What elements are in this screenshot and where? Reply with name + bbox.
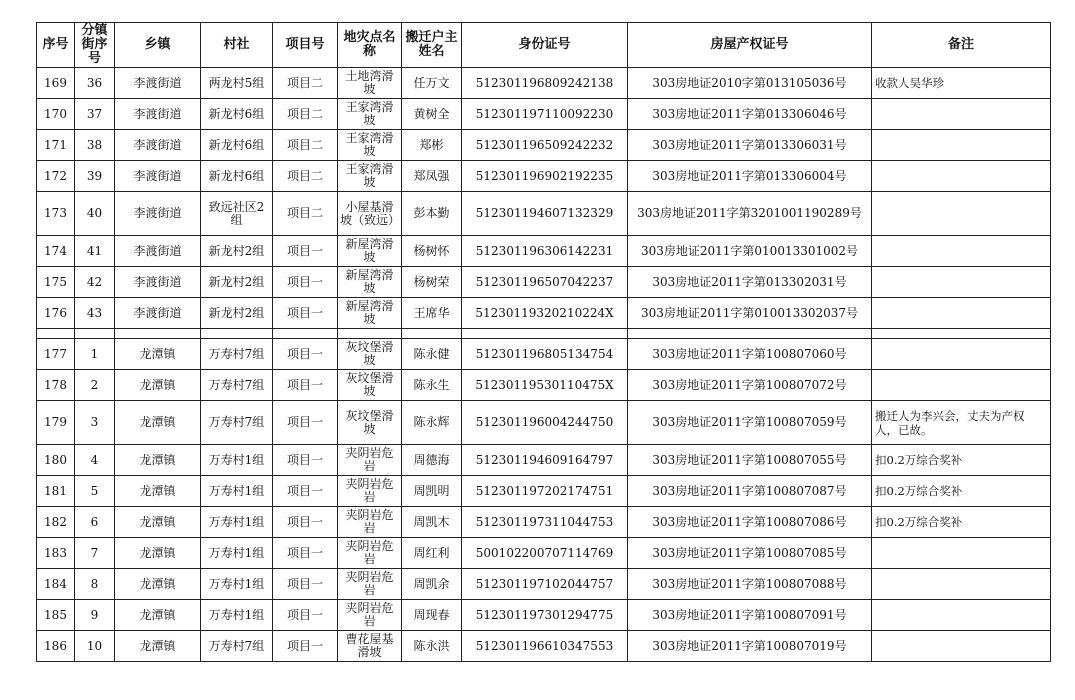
row-project: 项目二 <box>273 161 338 192</box>
row-remarks <box>872 236 1051 267</box>
row-site: 夹阴岩危岩 <box>338 445 402 476</box>
row-site: 灰坟堡滑坡 <box>338 339 402 370</box>
row-id-number: 500102200707114769 <box>462 538 628 569</box>
empty-cell <box>402 329 462 339</box>
table-row <box>37 445 1051 476</box>
row-village: 万寿村1组 <box>201 569 273 600</box>
row-site: 夹阴岩危岩 <box>338 538 402 569</box>
table-row <box>37 476 1051 507</box>
row-id-number: 512301196004244750 <box>462 401 628 445</box>
row-sub-no: 8 <box>75 569 115 600</box>
row-no: 174 <box>37 236 75 267</box>
row-remarks: 扣0.2万综合奖补 <box>872 445 1051 476</box>
row-town: 李渡街道 <box>115 267 201 298</box>
row-property-cert: 303房地证2011字第013302031号 <box>628 267 872 298</box>
row-project: 项目一 <box>273 507 338 538</box>
row-town: 李渡街道 <box>115 298 201 329</box>
row-no: 169 <box>37 68 75 99</box>
header-project: 项目号 <box>273 23 338 68</box>
row-property-cert: 303房地证2011字第100807087号 <box>628 476 872 507</box>
row-property-cert: 303房地证2011字第100807059号 <box>628 401 872 445</box>
row-property-cert: 303房地证2011字第013306004号 <box>628 161 872 192</box>
row-town: 龙潭镇 <box>115 631 201 662</box>
row-village: 万寿村7组 <box>201 370 273 401</box>
empty-cell <box>37 329 75 339</box>
row-remarks <box>872 130 1051 161</box>
row-project: 项目一 <box>273 267 338 298</box>
empty-cell <box>115 329 201 339</box>
row-project: 项目一 <box>273 445 338 476</box>
row-sub-no: 43 <box>75 298 115 329</box>
row-site: 小屋基滑坡（致远） <box>338 192 402 236</box>
row-town: 李渡街道 <box>115 130 201 161</box>
table-row <box>37 370 1051 401</box>
row-sub-no: 3 <box>75 401 115 445</box>
row-sub-no: 42 <box>75 267 115 298</box>
row-property-cert: 303房地证2011字第100807091号 <box>628 600 872 631</box>
row-property-cert: 303房地证2010字第013105036号 <box>628 68 872 99</box>
row-village: 万寿村1组 <box>201 476 273 507</box>
row-site: 新屋湾滑坡 <box>338 236 402 267</box>
row-sub-no: 1 <box>75 339 115 370</box>
row-owner: 杨树荣 <box>402 267 462 298</box>
row-no: 179 <box>37 401 75 445</box>
row-property-cert: 303房地证2011字第100807086号 <box>628 507 872 538</box>
row-no: 176 <box>37 298 75 329</box>
row-property-cert: 303房地证2011字第100807072号 <box>628 370 872 401</box>
row-no: 183 <box>37 538 75 569</box>
row-project: 项目二 <box>273 192 338 236</box>
row-property-cert: 303房地证2011字第100807088号 <box>628 569 872 600</box>
row-village: 新龙村2组 <box>201 267 273 298</box>
row-no: 186 <box>37 631 75 662</box>
header-owner: 搬迁户主姓名 <box>402 23 462 68</box>
row-town: 龙潭镇 <box>115 370 201 401</box>
row-site: 夹阴岩危岩 <box>338 569 402 600</box>
row-owner: 周凯明 <box>402 476 462 507</box>
table-row <box>37 298 1051 329</box>
row-sub-no: 9 <box>75 600 115 631</box>
row-remarks: 搬迁人为李兴会，丈夫为产权人，已故。 <box>872 401 1051 445</box>
row-sub-no: 10 <box>75 631 115 662</box>
row-owner: 周现春 <box>402 600 462 631</box>
row-owner: 周红利 <box>402 538 462 569</box>
row-sub-no: 2 <box>75 370 115 401</box>
row-sub-no: 39 <box>75 161 115 192</box>
row-project: 项目一 <box>273 236 338 267</box>
relocation-table-sheet <box>36 22 1051 662</box>
row-project: 项目一 <box>273 401 338 445</box>
row-owner: 王席华 <box>402 298 462 329</box>
row-property-cert: 303房地证2011字第100807055号 <box>628 445 872 476</box>
row-site: 夹阴岩危岩 <box>338 600 402 631</box>
row-village: 万寿村1组 <box>201 507 273 538</box>
row-remarks <box>872 339 1051 370</box>
row-owner: 杨树怀 <box>402 236 462 267</box>
row-village: 万寿村7组 <box>201 401 273 445</box>
row-id-number: 51230119320210224X <box>462 298 628 329</box>
row-remarks <box>872 267 1051 298</box>
row-sub-no: 6 <box>75 507 115 538</box>
row-site: 灰坟堡滑坡 <box>338 370 402 401</box>
row-id-number: 512301196809242138 <box>462 68 628 99</box>
row-village: 万寿村1组 <box>201 600 273 631</box>
row-town: 李渡街道 <box>115 99 201 130</box>
empty-cell <box>201 329 273 339</box>
row-remarks <box>872 631 1051 662</box>
header-id-number: 身份证号 <box>462 23 628 68</box>
relocation-table <box>36 22 1051 662</box>
row-property-cert: 303房地证2011字第010013301002号 <box>628 236 872 267</box>
row-id-number: 512301196610347553 <box>462 631 628 662</box>
row-project: 项目一 <box>273 476 338 507</box>
row-no: 172 <box>37 161 75 192</box>
row-town: 龙潭镇 <box>115 538 201 569</box>
empty-cell <box>628 329 872 339</box>
row-owner: 彭本勤 <box>402 192 462 236</box>
row-village: 万寿村7组 <box>201 631 273 662</box>
row-no: 177 <box>37 339 75 370</box>
row-remarks <box>872 600 1051 631</box>
header-sub-no: 分镇街序号 <box>75 23 115 68</box>
row-sub-no: 36 <box>75 68 115 99</box>
row-no: 175 <box>37 267 75 298</box>
row-project: 项目二 <box>273 68 338 99</box>
row-owner: 陈永健 <box>402 339 462 370</box>
row-property-cert: 303房地证2011字第013306031号 <box>628 130 872 161</box>
table-row <box>37 99 1051 130</box>
row-town: 龙潭镇 <box>115 476 201 507</box>
row-id-number: 512301194607132329 <box>462 192 628 236</box>
row-site: 王家湾滑坡 <box>338 161 402 192</box>
row-owner: 周德海 <box>402 445 462 476</box>
header-site: 地灾点名称 <box>338 23 402 68</box>
row-property-cert: 303房地证2011字第100807060号 <box>628 339 872 370</box>
table-row <box>37 192 1051 236</box>
row-id-number: 512301196805134754 <box>462 339 628 370</box>
row-town: 李渡街道 <box>115 161 201 192</box>
row-town: 龙潭镇 <box>115 339 201 370</box>
row-no: 171 <box>37 130 75 161</box>
row-sub-no: 40 <box>75 192 115 236</box>
separator-row <box>37 329 1051 339</box>
row-site: 王家湾滑坡 <box>338 99 402 130</box>
empty-cell <box>75 329 115 339</box>
row-owner: 陈永洪 <box>402 631 462 662</box>
row-id-number: 512301196306142231 <box>462 236 628 267</box>
row-village: 新龙村6组 <box>201 130 273 161</box>
row-site: 夹阴岩危岩 <box>338 476 402 507</box>
row-id-number: 512301197311044753 <box>462 507 628 538</box>
row-remarks <box>872 192 1051 236</box>
row-sub-no: 38 <box>75 130 115 161</box>
row-no: 182 <box>37 507 75 538</box>
row-town: 龙潭镇 <box>115 569 201 600</box>
row-village: 新龙村6组 <box>201 161 273 192</box>
row-id-number: 512301197301294775 <box>462 600 628 631</box>
table-row <box>37 68 1051 99</box>
row-owner: 周凯余 <box>402 569 462 600</box>
row-town: 龙潭镇 <box>115 445 201 476</box>
row-id-number: 512301197202174751 <box>462 476 628 507</box>
table-row <box>37 401 1051 445</box>
table-row <box>37 631 1051 662</box>
row-town: 李渡街道 <box>115 68 201 99</box>
table-row <box>37 538 1051 569</box>
row-owner: 黄树全 <box>402 99 462 130</box>
row-id-number: 51230119530110475X <box>462 370 628 401</box>
row-project: 项目一 <box>273 600 338 631</box>
row-village: 新龙村2组 <box>201 298 273 329</box>
row-no: 180 <box>37 445 75 476</box>
row-site: 灰坟堡滑坡 <box>338 401 402 445</box>
row-no: 170 <box>37 99 75 130</box>
row-village: 两龙村5组 <box>201 68 273 99</box>
row-site: 王家湾滑坡 <box>338 130 402 161</box>
row-owner: 周凯木 <box>402 507 462 538</box>
row-site: 夹阴岩危岩 <box>338 507 402 538</box>
row-remarks: 扣0.2万综合奖补 <box>872 476 1051 507</box>
header-town: 乡镇 <box>115 23 201 68</box>
row-village: 新龙村2组 <box>201 236 273 267</box>
row-project: 项目二 <box>273 99 338 130</box>
row-property-cert: 303房地证2011字第100807019号 <box>628 631 872 662</box>
table-body <box>37 68 1051 662</box>
row-sub-no: 5 <box>75 476 115 507</box>
row-id-number: 512301196509242232 <box>462 130 628 161</box>
row-village: 万寿村7组 <box>201 339 273 370</box>
row-village: 新龙村6组 <box>201 99 273 130</box>
row-no: 185 <box>37 600 75 631</box>
row-owner: 郑凤强 <box>402 161 462 192</box>
row-village: 万寿村1组 <box>201 445 273 476</box>
empty-cell <box>462 329 628 339</box>
row-project: 项目一 <box>273 298 338 329</box>
row-owner: 陈永生 <box>402 370 462 401</box>
row-property-cert: 303房地证2011字第013306046号 <box>628 99 872 130</box>
empty-cell <box>338 329 402 339</box>
header-village: 村社 <box>201 23 273 68</box>
row-sub-no: 7 <box>75 538 115 569</box>
row-remarks: 收款人吴华珍 <box>872 68 1051 99</box>
table-row <box>37 267 1051 298</box>
row-town: 李渡街道 <box>115 236 201 267</box>
row-project: 项目二 <box>273 130 338 161</box>
table-row <box>37 600 1051 631</box>
row-sub-no: 37 <box>75 99 115 130</box>
row-village: 万寿村1组 <box>201 538 273 569</box>
table-row <box>37 236 1051 267</box>
row-town: 龙潭镇 <box>115 401 201 445</box>
row-id-number: 512301197110092230 <box>462 99 628 130</box>
table-row <box>37 569 1051 600</box>
row-village: 致远社区2组 <box>201 192 273 236</box>
row-id-number: 512301196507042237 <box>462 267 628 298</box>
row-sub-no: 4 <box>75 445 115 476</box>
header-no: 序号 <box>37 23 75 68</box>
row-site: 曹花屋基滑坡 <box>338 631 402 662</box>
row-remarks <box>872 538 1051 569</box>
row-site: 新屋湾滑坡 <box>338 298 402 329</box>
row-town: 李渡街道 <box>115 192 201 236</box>
table-row <box>37 339 1051 370</box>
table-row <box>37 507 1051 538</box>
row-remarks <box>872 298 1051 329</box>
row-property-cert: 303房地证2011字第010013302037号 <box>628 298 872 329</box>
row-town: 龙潭镇 <box>115 600 201 631</box>
row-no: 178 <box>37 370 75 401</box>
header-remarks: 备注 <box>872 23 1051 68</box>
row-project: 项目一 <box>273 370 338 401</box>
row-property-cert: 303房地证2011字第100807085号 <box>628 538 872 569</box>
table-row <box>37 130 1051 161</box>
row-id-number: 512301197102044757 <box>462 569 628 600</box>
header-row <box>37 23 1051 68</box>
empty-cell <box>872 329 1051 339</box>
row-town: 龙潭镇 <box>115 507 201 538</box>
row-owner: 陈永辉 <box>402 401 462 445</box>
row-property-cert: 303房地证2011字第3201001190289号 <box>628 192 872 236</box>
row-site: 新屋湾滑坡 <box>338 267 402 298</box>
header-property-cert: 房屋产权证号 <box>628 23 872 68</box>
row-project: 项目一 <box>273 339 338 370</box>
row-remarks <box>872 99 1051 130</box>
row-project: 项目一 <box>273 569 338 600</box>
row-owner: 郑彬 <box>402 130 462 161</box>
row-site: 土地湾滑坡 <box>338 68 402 99</box>
row-project: 项目一 <box>273 538 338 569</box>
row-no: 173 <box>37 192 75 236</box>
row-no: 184 <box>37 569 75 600</box>
empty-cell <box>273 329 338 339</box>
table-row <box>37 161 1051 192</box>
row-project: 项目一 <box>273 631 338 662</box>
row-sub-no: 41 <box>75 236 115 267</box>
row-remarks: 扣0.2万综合奖补 <box>872 507 1051 538</box>
row-id-number: 512301196902192235 <box>462 161 628 192</box>
row-remarks <box>872 161 1051 192</box>
row-owner: 任万文 <box>402 68 462 99</box>
row-id-number: 512301194609164797 <box>462 445 628 476</box>
row-remarks <box>872 370 1051 401</box>
row-no: 181 <box>37 476 75 507</box>
row-remarks <box>872 569 1051 600</box>
